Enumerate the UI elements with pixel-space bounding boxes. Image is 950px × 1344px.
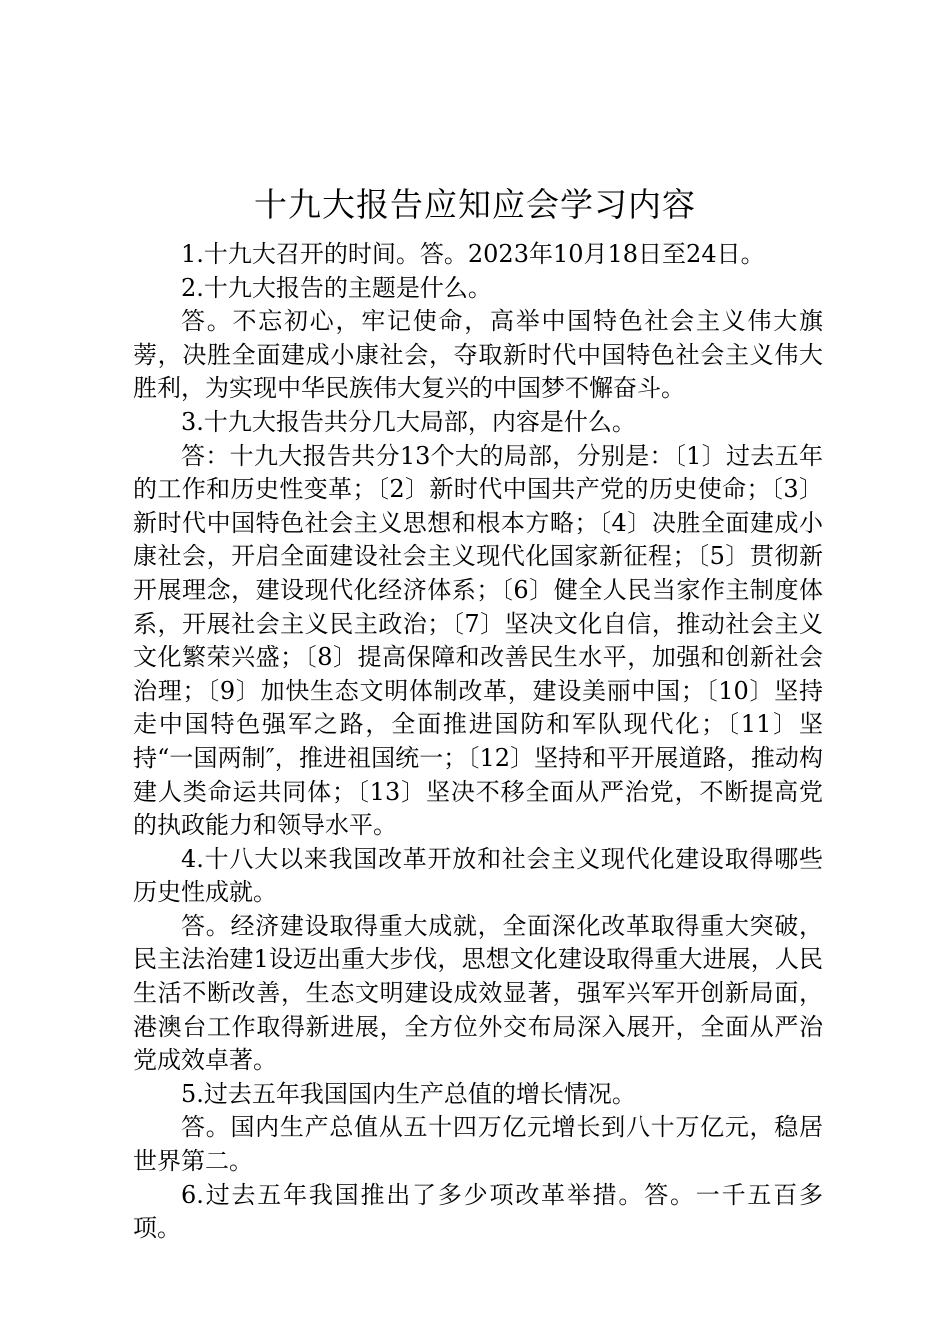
paragraph-q3: 3.十九大报告共分几大局部，内容是什么。 <box>181 407 636 436</box>
paragraph-a3: 答：十九大报告共分13个大的局部，分别是：〔1〕过去五年的工作和历史性变革；〔2〕新时代中国共产党的历史使命；〔3〕新时代中国特色社会主义思想和根本方略；〔4〕决胜全面建成小康社会，开启全面建设社会主义现代化国家新征程；〔5〕贯彻新开展理念，建设现代化经济体系；〔6〕健全人民当家作主制度体系，开展社会主义民主政治；〔7〕坚决文化自信，推动社会主义文化繁荣兴盛；〔8〕提高保障和改善民生水平，加强和创新社会治理；〔9〕加快生态文明体制改革，建设美丽中国；〔10〕坚持走中国特色强军之路，全面推进国防和军队现代化；〔11〕坚持“一国两制″，推进祖国统一；〔12〕坚持和平开展道路，推动构建人类命运共同体；〔13〕坚决不移全面从严治党，不断提高党的执政能力和领导水平。 <box>133 441 823 840</box>
paragraph-a5: 答。国内生产总值从五十四万亿元增长到八十万亿元，稳居世界第二。 <box>133 1113 823 1176</box>
document-title: 十九大报告应知应会学习内容 <box>254 185 696 224</box>
paragraph-q2: 2.十九大报告的主题是什么。 <box>181 273 492 302</box>
document-body <box>133 238 823 1246</box>
paragraph-q5: 5.过去五年我国国内生产总值的增长情况。 <box>181 1079 636 1108</box>
paragraph-q6: 6.过去五年我国推出了多少项改革举措。答。一千五百多项。 <box>133 1180 823 1243</box>
paragraph-a2: 答。不忘初心，牢记使命，高举中国特色社会主义伟大旗蒡，决胜全面建成小康社会，夺取新时代中国特色社会主义伟大胜利，为实现中华民族伟大复兴的中国梦不懈奋斗。 <box>133 307 823 403</box>
paragraph-q1: 1.十九大召开的时间。答。2023年10月18日至24日。 <box>181 240 765 268</box>
paragraph-a4: 答。经济建设取得重大成就，全面深化改革取得重大突破，民主法治建1设迈出重大步伐，思想文化建设取得重大进展，人民生活不断改善，生态文明建设成效显著，强军兴军开创新局面，港澳台工作取得新进展，全方位外交布局深入展开，全面从严治党成效卓著。 <box>133 911 823 1075</box>
paragraph-q4: 4.十八大以来我国改革开放和社会主义现代化建设取得哪些历史性成就。 <box>133 844 823 907</box>
